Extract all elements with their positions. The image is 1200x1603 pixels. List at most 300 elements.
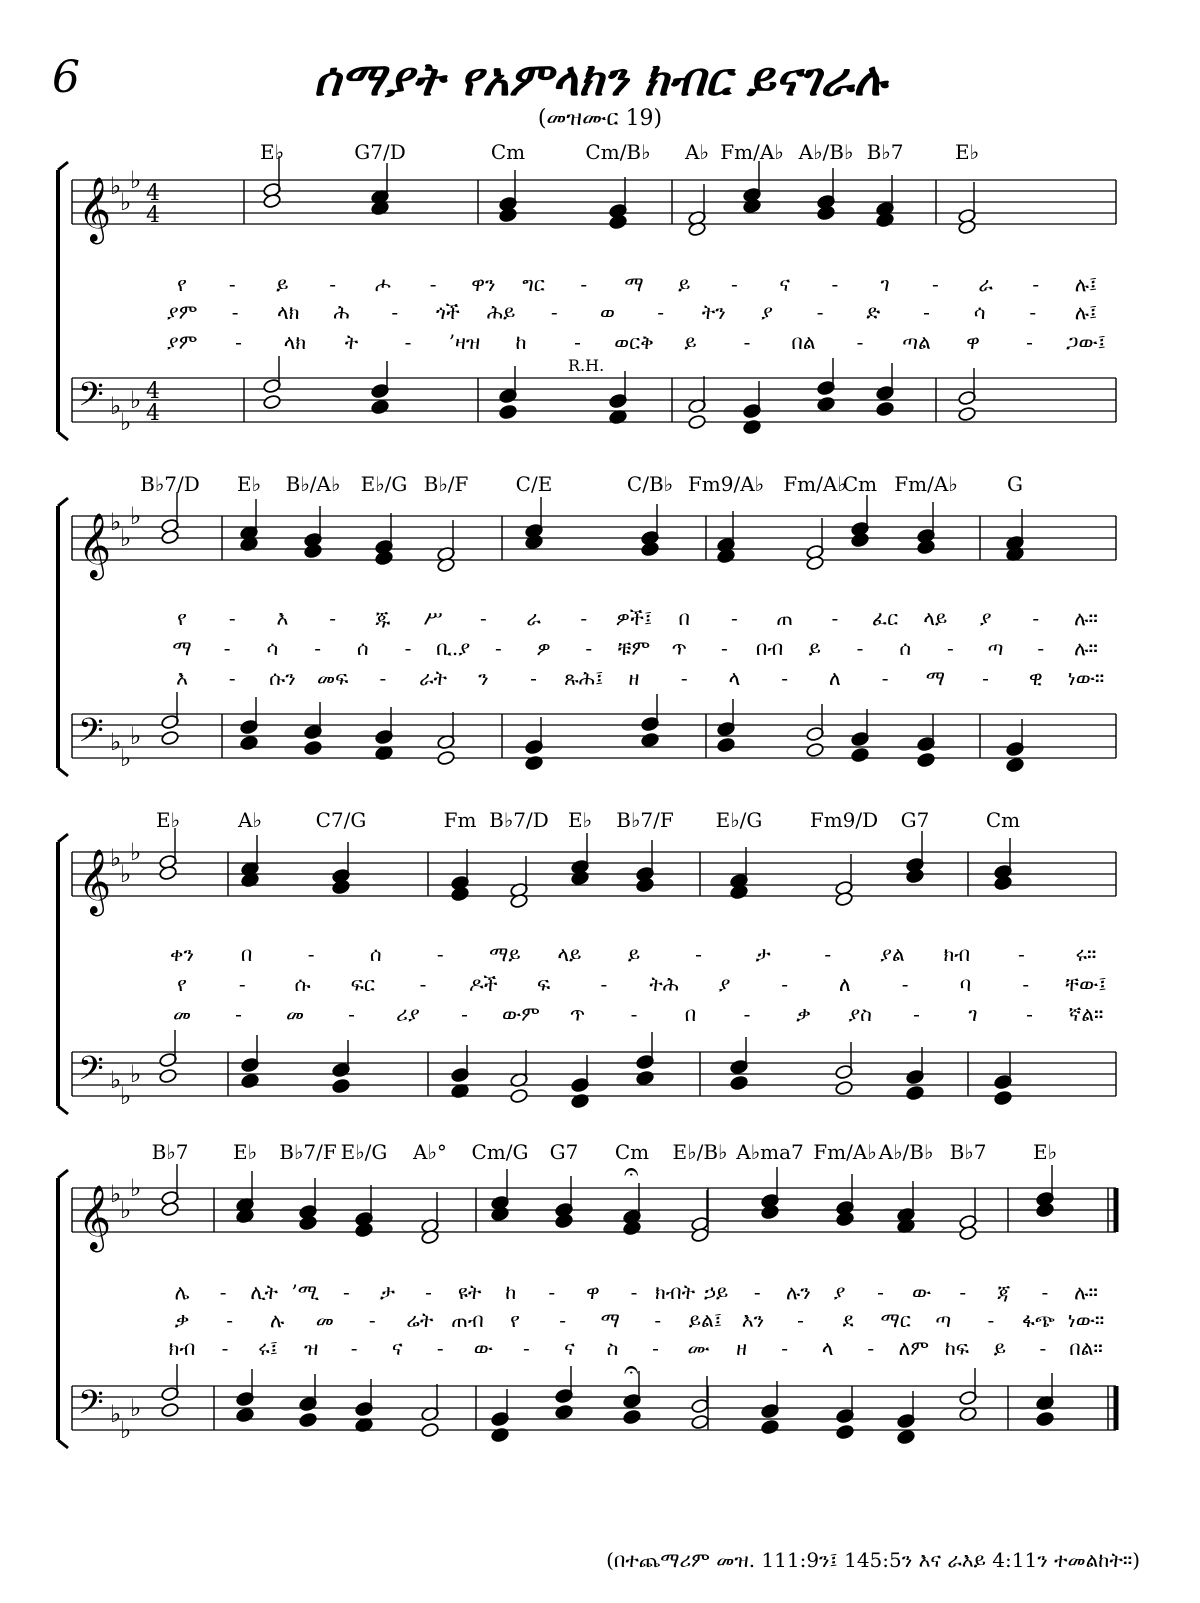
- chord-symbol: Fm: [443, 808, 477, 832]
- time-signature: 4: [146, 401, 160, 426]
- lyric-syllable: ፈር: [872, 606, 899, 630]
- lyric-hyphen: -: [901, 972, 909, 996]
- lyric-syllable: ሰ: [899, 636, 912, 660]
- lyric-syllable: እ: [176, 666, 188, 690]
- chord-symbol: A♭: [685, 140, 709, 164]
- lyric-hyphen: -: [429, 272, 437, 296]
- lyric-hyphen: -: [522, 1336, 530, 1360]
- lyric-syllable: ራት: [419, 666, 448, 690]
- lyric-hyphen: -: [436, 1336, 444, 1360]
- time-signature: 4: [146, 379, 160, 404]
- chord-symbol: Cm/G: [471, 1140, 529, 1164]
- lyric-syllable: ላይ: [923, 606, 948, 630]
- lyric-hyphen: -: [856, 636, 864, 660]
- chord-symbol: G7: [900, 808, 930, 832]
- chord-symbol: B♭7/D: [140, 472, 200, 496]
- lyric-hyphen: -: [495, 636, 502, 660]
- lyric-hyphen: -: [987, 1308, 995, 1332]
- fermata: 𝄐: [624, 1157, 639, 1187]
- lyric-hyphen: -: [1037, 636, 1045, 660]
- lyric-syllable: ባ: [959, 972, 972, 996]
- chord-symbol: A♭: [238, 808, 262, 832]
- lyric-hyphen: -: [307, 942, 315, 966]
- key-signature-flat: ♭: [130, 502, 142, 530]
- lyric-hyphen: -: [753, 1280, 761, 1304]
- lyric-hyphen: -: [781, 972, 789, 996]
- lyric-hyphen: -: [550, 300, 558, 324]
- chord-symbol: E♭: [954, 140, 980, 164]
- page-subtitle: (መዝሙር 19): [537, 106, 663, 131]
- lyric-syllable: ፋጭ: [1021, 1308, 1055, 1332]
- lyric-syllable: ለም: [898, 1336, 929, 1360]
- lyric-syllable: ቃ: [174, 1308, 190, 1332]
- lyric-syllable: ሪያ: [396, 1002, 420, 1026]
- lyric-hyphen: -: [743, 1002, 751, 1026]
- lyric-hyphen: -: [238, 972, 246, 996]
- fermata: 𝄐: [624, 1355, 639, 1385]
- lyric-syllable: ማ: [624, 272, 644, 296]
- lyric-syllable: መ: [285, 1002, 305, 1026]
- lyric-syllable: ላ: [821, 1336, 834, 1360]
- lyric-syllable: ሌ: [174, 1280, 190, 1304]
- lyric-syllable: ማ: [172, 636, 192, 660]
- lyric-hyphen: -: [368, 1308, 376, 1332]
- lyric-hyphen: -: [1022, 972, 1030, 996]
- lyric-hyphen: -: [947, 636, 954, 660]
- notehead: [355, 1222, 374, 1238]
- lyric-syllable: ድ: [866, 300, 881, 324]
- lyric-syllable: ውም: [502, 1002, 540, 1026]
- lyric-hyphen: -: [221, 1336, 229, 1360]
- lyric-hyphen: -: [1039, 1336, 1047, 1360]
- lyric-syllable: ጠብ: [451, 1308, 484, 1332]
- lyric-hyphen: -: [580, 272, 588, 296]
- key-signature-flat: ♭: [120, 1416, 132, 1444]
- notehead: [623, 1220, 642, 1236]
- lyric-syllable: ሕይ: [486, 300, 516, 324]
- key-signature-flat: ♭: [120, 408, 132, 436]
- lyric-syllable: ጥ: [569, 1002, 586, 1026]
- lyric-syllable: ቢ.ያ: [436, 636, 471, 660]
- key-signature-flat: ♭: [130, 1394, 142, 1422]
- page-title: ሰማያት የአምላክን ክብር ይናገራሉ: [313, 52, 887, 106]
- chord-symbol: E♭: [155, 808, 181, 832]
- notehead: [836, 1424, 855, 1440]
- lyric-syllable: ለ: [829, 666, 841, 690]
- lyric-syllable: ጠ: [776, 606, 793, 630]
- chord-symbol: Cm: [614, 1140, 650, 1164]
- key-signature-flat: ♭: [120, 860, 132, 888]
- lyric-syllable: ’ዛዝ: [448, 330, 481, 354]
- lyric-hyphen: -: [228, 606, 236, 630]
- lyric-syllable: እ: [276, 606, 289, 630]
- lyric-syllable: ላ: [728, 666, 741, 690]
- lyric-hyphen: -: [731, 606, 738, 630]
- lyric-syllable: ጁ: [375, 606, 391, 630]
- key-signature-flat: ♭: [110, 392, 122, 420]
- lyric-hyphen: -: [831, 272, 839, 296]
- lyric-syllable: መፍ: [317, 666, 349, 690]
- key-signature-flat: ♭: [130, 722, 142, 750]
- lyric-hyphen: -: [877, 1280, 884, 1304]
- chord-symbol: C/B♭: [626, 472, 674, 496]
- key-signature-flat: ♭: [110, 172, 122, 200]
- lyric-syllable: ወርቅ: [614, 330, 654, 354]
- system-bracket: [58, 1440, 68, 1448]
- time-signature: 4: [146, 203, 160, 228]
- lyric-hyphen: -: [630, 1280, 638, 1304]
- chord-symbol: B♭7: [151, 1140, 189, 1164]
- lyric-syllable: ሖ: [374, 272, 391, 296]
- key-signature-flat: ♭: [110, 1400, 122, 1428]
- treble-clef: 𝄞: [78, 1185, 112, 1250]
- lyric-hyphen: -: [630, 1002, 638, 1026]
- key-signature-flat: ♭: [110, 844, 122, 872]
- treble-clef: 𝄞: [78, 849, 112, 914]
- chord-symbol: Fm/A♭: [813, 1140, 877, 1164]
- key-signature-flat: ♭: [120, 1196, 132, 1224]
- key-signature-flat: ♭: [110, 1066, 122, 1094]
- lyric-syllable: ክብ: [943, 942, 971, 966]
- lyric-syllable: ከ: [505, 1280, 517, 1304]
- lyric-syllable: ትን: [701, 300, 726, 324]
- notehead: [1036, 1202, 1055, 1218]
- lyric-syllable: ይ: [627, 942, 641, 966]
- chord-symbol: E♭: [259, 140, 285, 164]
- lyric-syllable: በብ: [755, 636, 784, 660]
- lyric-hyphen: -: [824, 942, 832, 966]
- chord-symbol: Fm9/A♭: [687, 472, 765, 496]
- treble-clef: 𝄞: [78, 177, 112, 242]
- chord-symbol: Cm/B♭: [585, 140, 651, 164]
- lyric-hyphen: -: [959, 1280, 967, 1304]
- lyric-syllable: ን: [478, 666, 489, 690]
- lyric-syllable: ደ: [842, 1308, 854, 1332]
- lyric-syllable: በል።: [1069, 1336, 1103, 1360]
- lyric-syllable: ጣል: [902, 330, 931, 354]
- lyric-syllable: ያም: [166, 300, 198, 324]
- chord-symbol: A♭°: [413, 1140, 447, 1164]
- page-number: 6: [52, 52, 80, 103]
- lyric-hyphen: -: [228, 666, 236, 690]
- lyric-syllable: ሳ: [973, 300, 986, 324]
- lyric-syllable: የ: [177, 606, 187, 630]
- lyric-hyphen: -: [548, 1280, 556, 1304]
- lyric-syllable: ይ: [678, 272, 691, 296]
- notehead: [623, 1409, 642, 1425]
- lyric-syllable: ላክ: [283, 330, 307, 354]
- chord-symbol: Cm: [985, 808, 1021, 832]
- lyric-syllable: ቀን: [170, 942, 194, 966]
- lyric-syllable: ጹሕ፤: [564, 666, 604, 690]
- lyric-syllable: ሬት: [406, 1308, 434, 1332]
- chord-symbol: E♭/G: [715, 808, 763, 832]
- lyric-syllable: ይል፤: [688, 1308, 722, 1332]
- lyric-syllable: ሉን: [785, 1280, 811, 1304]
- chord-symbol: B♭7/F: [279, 1140, 337, 1164]
- time-signature: 4: [146, 181, 160, 206]
- notehead: [691, 1227, 710, 1243]
- lyric-syllable: ታ: [379, 1280, 395, 1304]
- lyric-syllable: መ: [172, 1002, 192, 1026]
- chord-symbol: E♭/G: [360, 472, 408, 496]
- chord-symbol: Fm/A♭: [783, 472, 847, 496]
- lyric-syllable: ነው።: [1067, 1308, 1105, 1332]
- key-signature-flat: ♭: [130, 1174, 142, 1202]
- lyric-syllable: ጣ: [987, 636, 1004, 660]
- lyric-syllable: ሩ።: [1075, 942, 1097, 966]
- key-signature-flat: ♭: [120, 188, 132, 216]
- lyric-syllable: ማር: [880, 1308, 911, 1332]
- lyric-hyphen: -: [781, 1336, 789, 1360]
- lyric-syllable: መ: [315, 1308, 334, 1332]
- key-signature-flat: ♭: [130, 838, 142, 866]
- lyric-hyphen: -: [881, 666, 889, 690]
- lyric-syllable: ማ: [925, 666, 945, 690]
- lyric-syllable: የ: [177, 972, 187, 996]
- lyric-hyphen: -: [695, 942, 702, 966]
- lyric-hyphen: -: [585, 636, 593, 660]
- lyric-hyphen: -: [1032, 606, 1040, 630]
- lyric-syllable: ሰ: [356, 636, 369, 660]
- chord-symbol: B♭7: [866, 140, 904, 164]
- lyric-hyphen: -: [235, 1002, 242, 1026]
- chord-symbol: A♭/B♭: [798, 140, 854, 164]
- chord-symbol: C7/G: [315, 808, 367, 832]
- key-signature-flat: ♭: [120, 1082, 132, 1110]
- lyric-hyphen: -: [816, 300, 824, 324]
- key-signature-flat: ♭: [130, 1060, 142, 1088]
- lyric-syllable: ሳ: [266, 636, 279, 660]
- lyric-hyphen: -: [419, 972, 427, 996]
- lyric-syllable: በ: [684, 1002, 697, 1026]
- lyric-syllable: ሉ።: [1074, 606, 1098, 630]
- lyric-hyphen: -: [219, 1280, 227, 1304]
- chord-symbol: E♭/G: [340, 1140, 388, 1164]
- lyric-syllable: ኃይ: [703, 1280, 729, 1304]
- notehead: [691, 1414, 710, 1430]
- bass-clef: 𝄢: [78, 1384, 104, 1430]
- lyric-syllable: ሕ: [333, 300, 350, 324]
- lyric-hyphen: -: [329, 272, 337, 296]
- lyric-syllable: ላክ: [277, 300, 300, 324]
- chord-symbol: G7/D: [354, 140, 406, 164]
- lyric-syllable: ላይ: [557, 942, 582, 966]
- lyric-syllable: ዘ: [736, 1336, 748, 1360]
- lyric-hyphen: -: [923, 300, 930, 324]
- lyric-hyphen: -: [831, 606, 839, 630]
- lyric-syllable: ሱን: [269, 666, 296, 690]
- notehead: [299, 1215, 318, 1231]
- notehead: [555, 1213, 574, 1229]
- lyric-syllable: ያ: [718, 972, 731, 996]
- chord-symbol: G: [1007, 472, 1023, 496]
- lyric-syllable: ና: [779, 272, 790, 296]
- chord-symbol: E♭: [1032, 1140, 1058, 1164]
- lyric-syllable: በል: [791, 330, 816, 354]
- footnote: (በተጨማሪም መዝ. 111:9ን፤ 145:5ን እና ራእይ 4:11ን ተመልከት።): [606, 1548, 1140, 1572]
- lyric-syllable: ከፍ: [944, 1336, 969, 1360]
- lyric-hyphen: -: [231, 300, 239, 324]
- bass-clef: 𝄢: [78, 712, 104, 758]
- key-signature-flat: ♭: [130, 166, 142, 194]
- lyric-hyphen: -: [731, 272, 738, 296]
- lyric-hyphen: -: [1018, 942, 1025, 966]
- chord-symbol: E♭/B♭: [672, 1140, 728, 1164]
- chord-symbol: Fm/A♭: [720, 140, 784, 164]
- key-signature-flat: ♭: [110, 1180, 122, 1208]
- notehead: [491, 1206, 510, 1222]
- lyric-hyphen: -: [931, 272, 939, 296]
- lyric-hyphen: -: [580, 606, 588, 630]
- lyric-syllable: ገ: [968, 1002, 978, 1026]
- lyric-hyphen: -: [1029, 300, 1037, 324]
- lyric-syllable: ከ: [515, 330, 527, 354]
- lyric-syllable: ሉ።: [1074, 1280, 1098, 1304]
- chord-symbol: B♭/A♭: [285, 472, 341, 496]
- chord-symbol: E♭: [236, 472, 262, 496]
- lyric-syllable: ያም: [166, 330, 198, 354]
- lyric-syllable: ዋን: [471, 272, 496, 296]
- lyric-syllable: ሩ፤: [258, 1336, 278, 1360]
- lyric-hyphen: -: [913, 1002, 920, 1026]
- lyric-syllable: ና: [391, 1336, 403, 1360]
- lyric-hyphen: -: [856, 330, 864, 354]
- chord-symbol: B♭/F: [423, 472, 469, 496]
- lyric-syllable: ’ሚ: [291, 1280, 320, 1304]
- lyric-hyphen: -: [559, 1308, 567, 1332]
- notehead: [236, 1407, 255, 1423]
- lyric-syllable: ጃ: [997, 1280, 1011, 1304]
- notehead: [897, 1429, 916, 1445]
- lyric-syllable: ሱ: [294, 972, 311, 996]
- lyric-syllable: ለ: [839, 972, 851, 996]
- lyric-syllable: ሊት: [250, 1280, 279, 1304]
- chord-symbol: C/E: [515, 472, 553, 496]
- lyric-syllable: ኛል።: [1068, 1002, 1104, 1026]
- lyric-syllable: ሉ፤: [1074, 272, 1098, 296]
- lyric-hyphen: -: [652, 1336, 659, 1360]
- lyric-syllable: በ: [240, 942, 253, 966]
- lyric-hyphen: -: [600, 972, 608, 996]
- lyric-syllable: ወ: [599, 300, 615, 324]
- lyric-hyphen: -: [574, 330, 581, 354]
- lyric-syllable: ይ: [684, 330, 697, 354]
- lyric-hyphen: -: [743, 330, 751, 354]
- lyric-syllable: ዘ: [628, 666, 640, 690]
- lyric-hyphen: -: [425, 1280, 432, 1304]
- chord-symbol: G7: [549, 1140, 579, 1164]
- lyric-syllable: ፍ: [536, 972, 551, 996]
- lyric-syllable: እን: [741, 1308, 765, 1332]
- lyric-syllable: ይ: [808, 636, 821, 660]
- right-hand-marking: R.H.: [568, 356, 605, 375]
- lyric-hyphen: -: [223, 636, 231, 660]
- lyric-hyphen: -: [226, 1308, 233, 1332]
- lyric-syllable: ይ: [276, 272, 289, 296]
- lyric-syllable: ስ: [606, 1336, 619, 1360]
- lyric-hyphen: -: [1041, 1280, 1049, 1304]
- lyric-hyphen: -: [657, 300, 664, 324]
- lyric-syllable: ማ: [600, 1308, 620, 1332]
- lyric-syllable: ጥ: [671, 636, 687, 660]
- lyric-syllable: ዋ: [586, 1280, 600, 1304]
- lyric-hyphen: -: [530, 666, 537, 690]
- lyric-hyphen: -: [228, 272, 236, 296]
- lyric-syllable: ዋ: [966, 330, 980, 354]
- bass-clef: 𝄢: [78, 1050, 104, 1096]
- lyric-hyphen: -: [329, 606, 337, 630]
- chord-symbol: Fm/A♭: [894, 472, 958, 496]
- key-signature-flat: ♭: [110, 508, 122, 536]
- notehead: [555, 1404, 574, 1420]
- lyric-syllable: ው: [912, 1280, 932, 1304]
- lyric-syllable: ቃ: [796, 1002, 811, 1026]
- lyric-hyphen: -: [654, 1308, 662, 1332]
- chord-symbol: E♭: [232, 1140, 258, 1164]
- notehead: [299, 1412, 318, 1428]
- lyric-syllable: ዎ: [536, 636, 551, 660]
- chord-symbol: Cm: [490, 140, 526, 164]
- chord-symbol: Fm9/D: [809, 808, 879, 832]
- lyric-hyphen: -: [680, 666, 688, 690]
- lyric-syllable: ዊ: [1028, 666, 1043, 690]
- lyric-syllable: ራ: [526, 606, 541, 630]
- lyric-syllable: ዝ: [303, 1336, 319, 1360]
- chord-symbol: B♭7/F: [616, 808, 674, 832]
- lyric-syllable: ጋው፤: [1066, 330, 1106, 354]
- lyric-hyphen: -: [348, 1002, 355, 1026]
- lyric-hyphen: -: [867, 1336, 875, 1360]
- lyric-hyphen: -: [342, 1280, 350, 1304]
- chord-symbol: Cm: [842, 472, 878, 496]
- lyric-syllable: ቸው፤: [1065, 972, 1107, 996]
- lyric-syllable: ሉ: [270, 1308, 285, 1332]
- lyric-hyphen: -: [235, 330, 242, 354]
- bass-clef: 𝄢: [78, 376, 104, 422]
- lyric-syllable: ው: [473, 1336, 493, 1360]
- lyric-hyphen: -: [404, 636, 412, 660]
- lyric-syllable: ክብ: [168, 1336, 196, 1360]
- treble-clef: 𝄞: [78, 513, 112, 578]
- notehead: [421, 1422, 440, 1438]
- chord-symbol: E♭: [567, 808, 593, 832]
- lyric-hyphen: -: [1026, 330, 1033, 354]
- lyric-syllable: ክብት: [654, 1280, 696, 1304]
- key-signature-flat: ♭: [110, 728, 122, 756]
- lyric-syllable: ገ: [880, 272, 890, 296]
- lyric-hyphen: -: [982, 666, 989, 690]
- lyric-hyphen: -: [1026, 1002, 1033, 1026]
- chord-symbol: A♭/B♭: [878, 1140, 934, 1164]
- notehead: [1036, 1411, 1055, 1427]
- lyric-syllable: ያ: [760, 300, 773, 324]
- lyric-syllable: ጣ: [935, 1308, 952, 1332]
- lyric-syllable: ትሕ: [649, 972, 680, 996]
- chord-symbol: B♭7/D: [489, 808, 549, 832]
- notehead: [761, 1204, 780, 1220]
- lyric-syllable: ዎች፤: [615, 606, 653, 630]
- chord-symbol: B♭7: [949, 1140, 987, 1164]
- lyric-syllable: ሉ።: [1074, 636, 1098, 660]
- lyric-syllable: ግር: [522, 272, 545, 296]
- chord-symbol: A♭ma7: [736, 1140, 804, 1164]
- lyric-syllable: ዶች: [468, 972, 498, 996]
- lyric-syllable: ያ: [979, 606, 992, 630]
- lyric-hyphen: -: [479, 606, 487, 630]
- notehead: [761, 1419, 780, 1435]
- key-signature-flat: ♭: [130, 386, 142, 414]
